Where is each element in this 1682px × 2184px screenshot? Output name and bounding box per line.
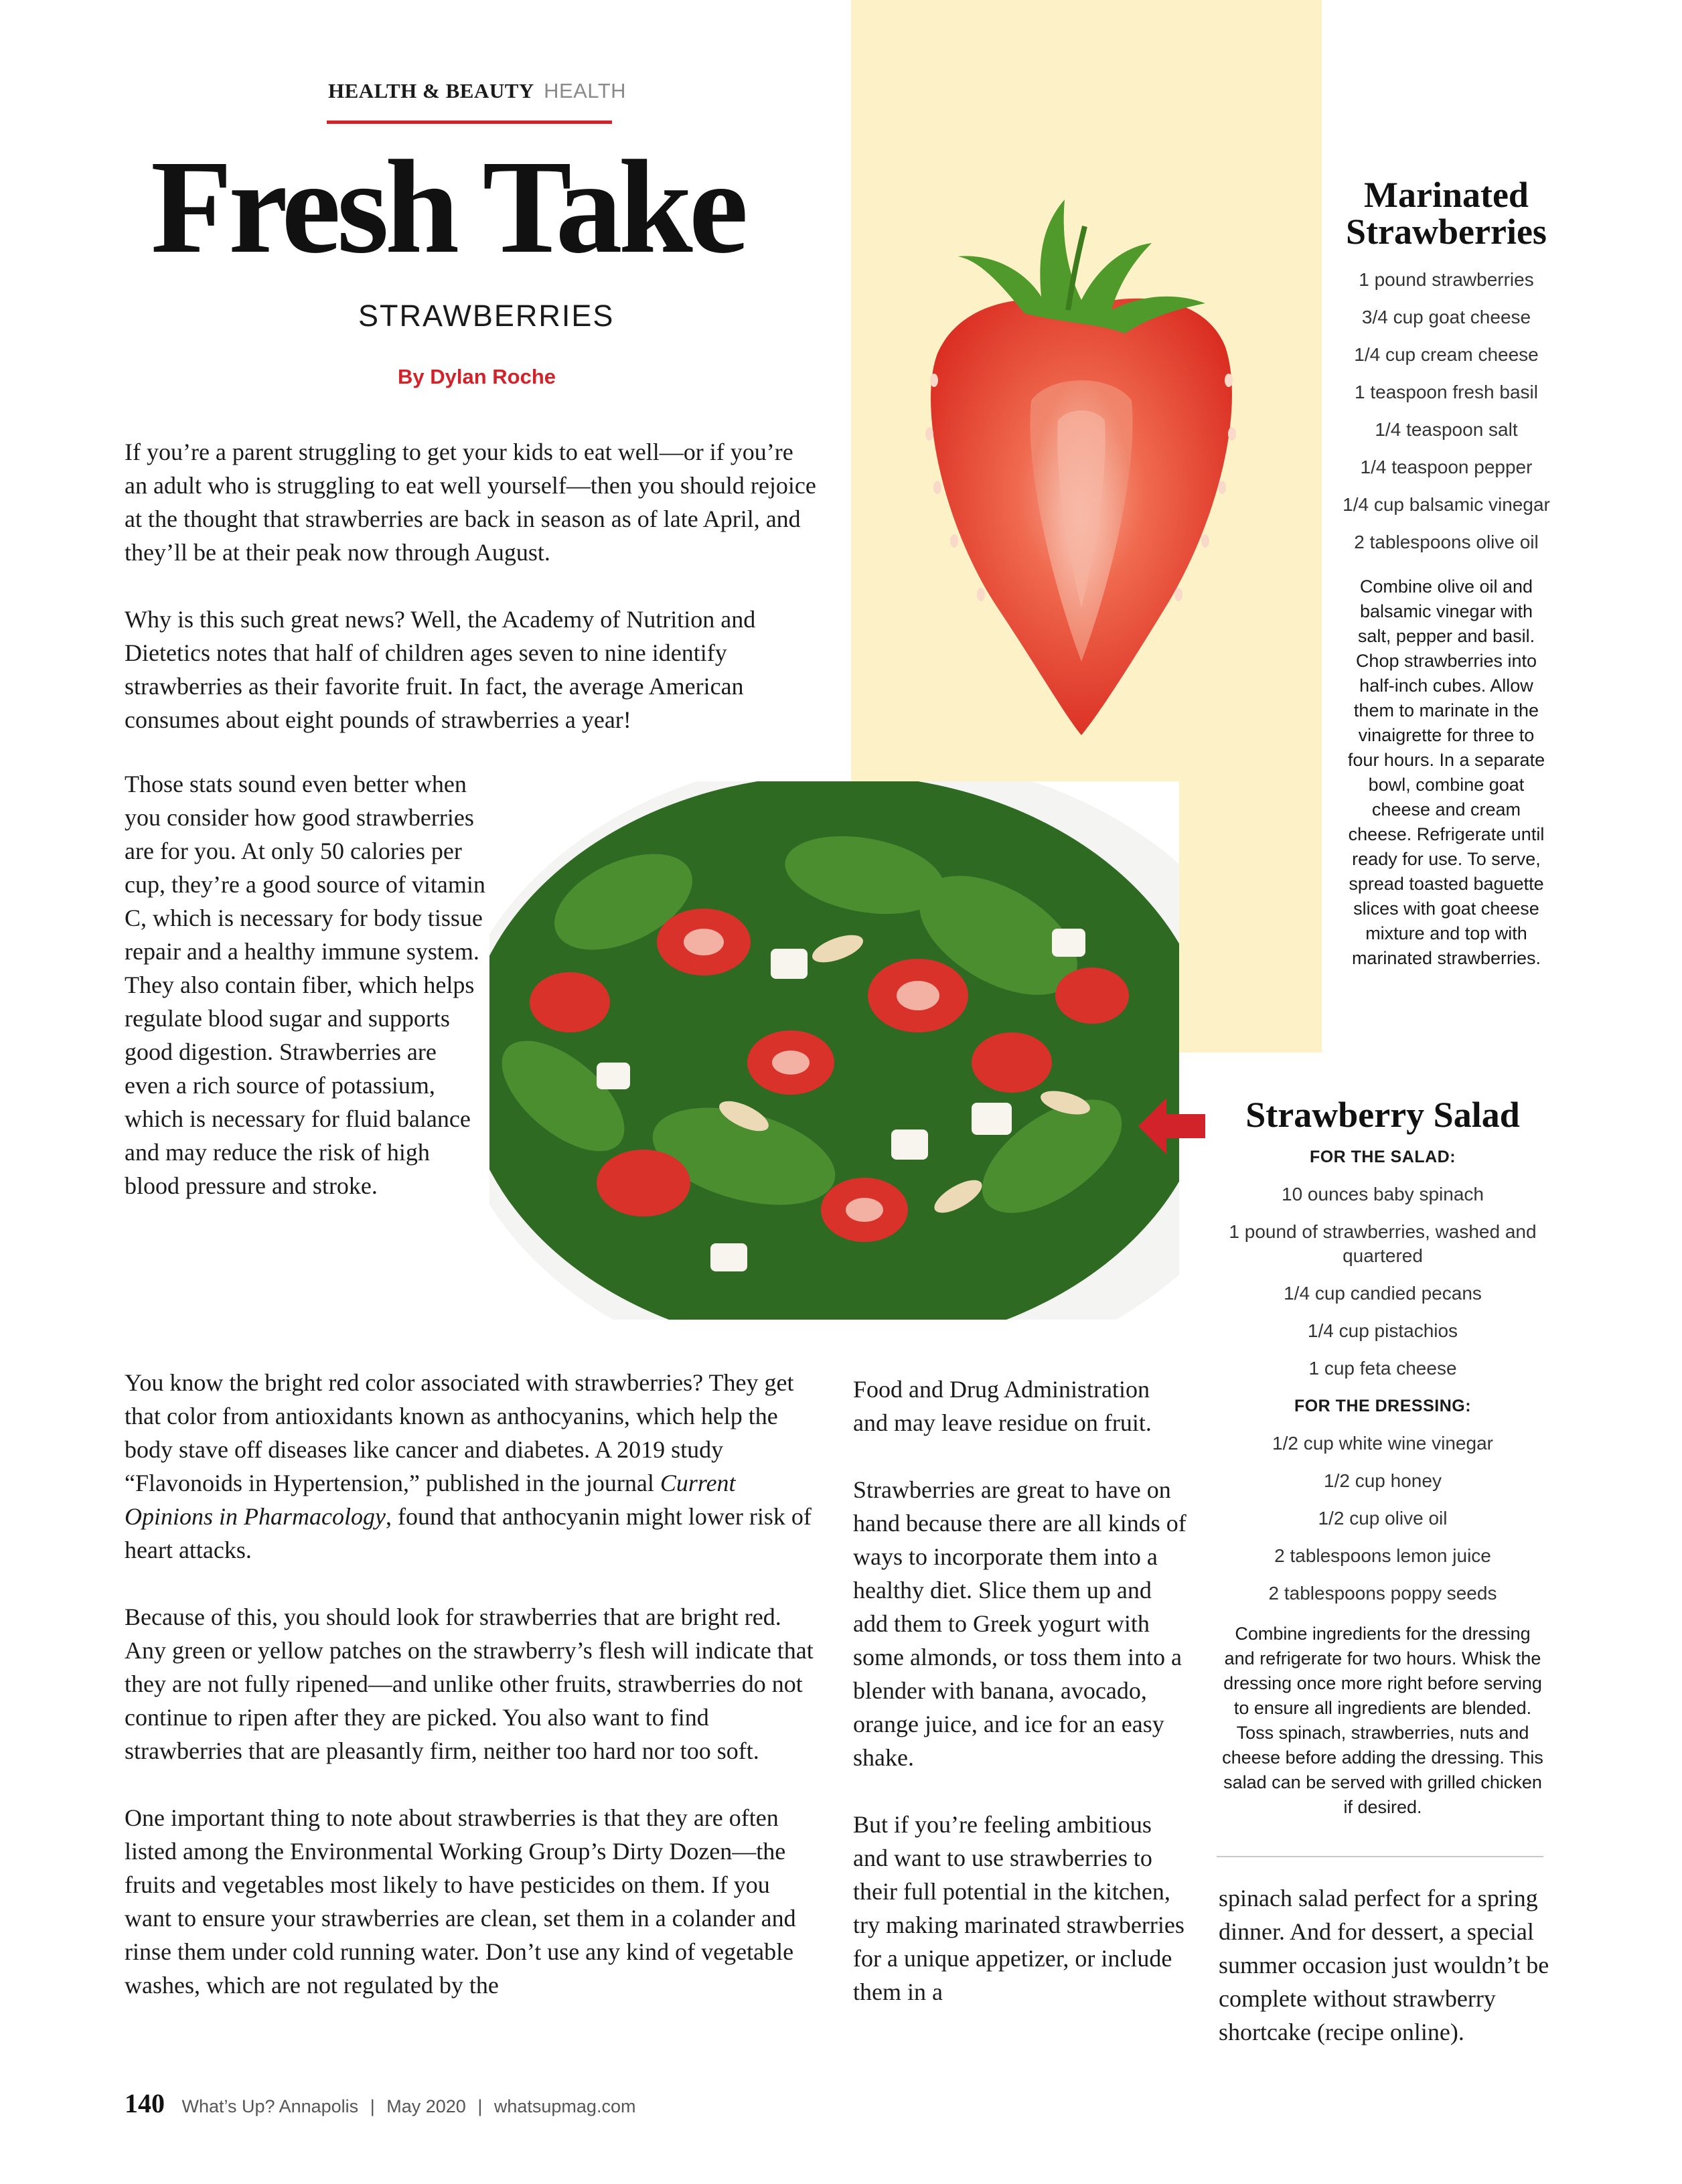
salad-photo [489,781,1179,1320]
recipe-strawberry-salad [1219,1091,1547,1820]
article-body-top [125,435,821,770]
ingredient-item: 1/4 cup pistachios [1307,1320,1458,1341]
publication-name: What’s Up? Annapolis [181,2096,359,2116]
paragraph-4: You know the bright red color associated with strawberries? They get that color from antioxidants known as anthocyanins, which help the body stave off diseases like cancer and diabetes. A 2019 study “Flavonoids in Hypertension,” published in the journal Current Opinions in Pharmacology, found that anthocyanin might lower risk of heart attacks. [125,1369,812,1563]
strawberry-half-illustration [897,179,1272,742]
ingredient-item: 3/4 cup goat cheese [1361,307,1531,327]
paragraph-5: Because of this, you should look for strawberries that are bright red. Any green or yellow patches on the strawberry’s flesh will indicate that they are not fully ripened—and unlike other fruits, strawberries do not continue to ripen after they are picked. You also want to find strawberries that are pleasantly firm, neither too hard nor too soft. [125,1604,814,1764]
paragraph-8: Strawberries are great to have on hand because there are all kinds of ways to incorporate them into a healthy diet. Slice them up and add them to Greek yogurt with some almonds, or toss them into a blender with banana, avocado, orange juice, and ice for an easy shake. [853,1476,1187,1771]
issue-date: May 2020 [386,2096,466,2116]
ingredient-item: 1 cup feta cheese [1308,1358,1457,1379]
ingredient-item: 1/2 cup olive oil [1318,1508,1448,1529]
recipe-directions: Combine olive oil and balsamic vinegar with salt, pepper and basil. Chop strawberries into half-inch cubes. Allow them to marinate in the vinaigrette for three to four hours. In a separate bowl, combine goat cheese and cream cheese. Refrigerate until ready for use. To serve, spread toasted baguette slices with goat cheese mixture and top with marinated strawberries. [1347,576,1545,968]
paragraph-3: Those stats sound even better when you consider how good strawberries are for you. At only 50 calories per cup, they’re a good source of vitamin C, which is necessary for body tissue repair and a healthy immune system. They also contain fiber, which helps regulate blood sugar and supports good digestion. Strawberries are even a rich source of potassium, which is necessary for fluid balance and may reduce the risk of high blood pressure and stroke. [125,771,485,1199]
recipe-directions: Combine ingredients for the dressing and refrigerate for two hours. Whisk the dressing once more right before serving to ensure all ingredients are blended. Toss spinach, strawberries, nuts and cheese before adding the dressing. This salad can be served with grilled chicken if desired. [1222,1624,1543,1817]
kicker-underline [327,121,612,124]
recipe-title: Strawberry Salad [1245,1095,1520,1135]
ingredient-item: 1/4 teaspoon salt [1375,419,1518,440]
dressing-ingredient-list [1219,1425,1547,1612]
ingredient-item: 1/4 cup cream cheese [1354,344,1539,365]
ingredient-item: 1 pound of strawberries, washed and quartered [1229,1221,1537,1266]
page-number: 140 [125,2088,165,2118]
ingredient-item: 1 pound strawberries [1359,269,1534,290]
salad-subheading: FOR THE SALAD: [1309,1148,1456,1166]
footer-separator: | [477,2096,483,2116]
subhead: STRAWBERRIES [358,299,615,333]
page-footer [125,2088,635,2119]
ingredient-item: 1/4 teaspoon pepper [1360,457,1533,477]
ingredient-item: 1/2 cup white wine vinegar [1272,1433,1493,1454]
paragraph-2: Why is this such great news? Well, the Academy of Nutrition and Dietetics notes that half of children ages seven to nine identify strawberries as their favorite fruit. In fact, the average American consumes about eight pounds of strawberries a year! [125,606,756,733]
ingredient-item: 2 tablespoons poppy seeds [1268,1583,1497,1604]
headline: Fresh Take [151,133,745,281]
paragraph-1: If you’re a parent struggling to get your kids to eat well—or if you’re an adult who is struggling to eat well yourself—then you should rejoice at the thought that strawberries are back in season as of late April, and they’ll be at their peak now through August. [125,439,816,566]
subsection-label: HEALTH [544,79,627,102]
ingredient-item: 10 ounces baby spinach [1282,1184,1484,1204]
paragraph-9: But if you’re feeling ambitious and want to use strawberries to their full potential in the kitchen, try making marinated strawberries for a unique appetizer, or include them in a [853,1811,1184,2005]
ingredient-item: 1/4 cup candied pecans [1284,1283,1482,1304]
paragraph-7: Food and Drug Administration and may leave residue on fruit. [853,1376,1152,1436]
byline: By Dylan Roche [398,365,556,388]
section-kicker [328,79,626,103]
paragraph-6: One important thing to note about strawberries is that they are often listed among the Environmental Working Group’s Dirty Dozen—the fruits and vegetables most likely to have pesticides on them. If you want to ensure your strawberries are clean, set them in a colander and rinse them under cold running water. Don’t use any kind of vegetable washes, which are not regulated by the [125,1804,796,1999]
salad-ingredient-list [1219,1176,1547,1387]
recipe-marinated-strawberries [1343,177,1550,971]
article-body-middle-column [853,1373,1188,2042]
paragraph-10: spinach salad perfect for a spring dinner. And for dessert, a special summer occasion just wouldn’t be complete without strawberry shortcake (recipe online). [1219,1885,1549,2045]
recipe-title: Marinated Strawberries [1346,175,1547,252]
article-body-left-column [125,1366,821,2035]
dressing-subheading: FOR THE DRESSING: [1294,1397,1472,1415]
article-body-narrow [125,767,486,1236]
website-link[interactable]: whatsupmag.com [493,2096,636,2116]
ingredient-list [1343,261,1550,561]
article-body-right-column [1219,1881,1574,2082]
ingredient-item: 2 tablespoons lemon juice [1274,1545,1491,1566]
journal-title: Current Opinions in Pharmacology [125,1470,736,1530]
ingredient-item: 1/4 cup balsamic vinegar [1343,494,1550,515]
footer-separator: | [370,2096,375,2116]
ingredient-item: 1/2 cup honey [1324,1470,1442,1491]
section-label: HEALTH & BEAUTY [328,79,534,102]
ingredient-item: 2 tablespoons olive oil [1354,532,1539,552]
sidebar-divider [1217,1856,1543,1857]
left-arrow-icon [1138,1098,1205,1154]
ingredient-item: 1 teaspoon fresh basil [1355,382,1538,402]
